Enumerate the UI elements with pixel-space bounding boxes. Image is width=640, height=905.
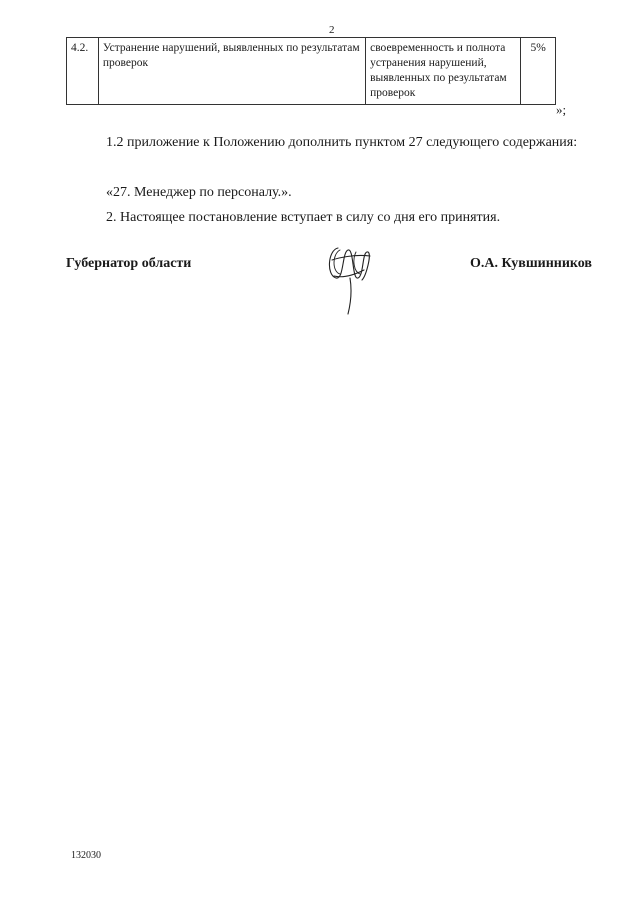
paragraph-amendment: 1.2 приложение к Положению дополнить пунктом 27 следующего содержания: [106,135,578,150]
criteria-table [66,37,556,105]
handwritten-signature-icon [318,240,378,315]
row-number: 4.2. [67,38,99,105]
paragraph-effective-date: 2. Настоящее постановление вступает в силу со дня его принятия. [106,210,501,225]
row-criterion: своевременность и полнота устранения нарушений, выявленных по результатам проверок [366,38,521,105]
row-weight: 5% [521,38,556,105]
document-code: 132030 [71,850,101,861]
paragraph-new-item: «27. Менеджер по персоналу.». [106,185,292,200]
signatory-name: О.А. Кувшинников [469,256,592,271]
page-number: 2 [329,24,335,36]
table-closing-quote: »; [556,102,567,117]
table-row [67,38,556,105]
row-title: Устранение нарушений, выявленных по результатам проверок [98,38,365,105]
signatory-position: Губернатор области [66,256,192,271]
